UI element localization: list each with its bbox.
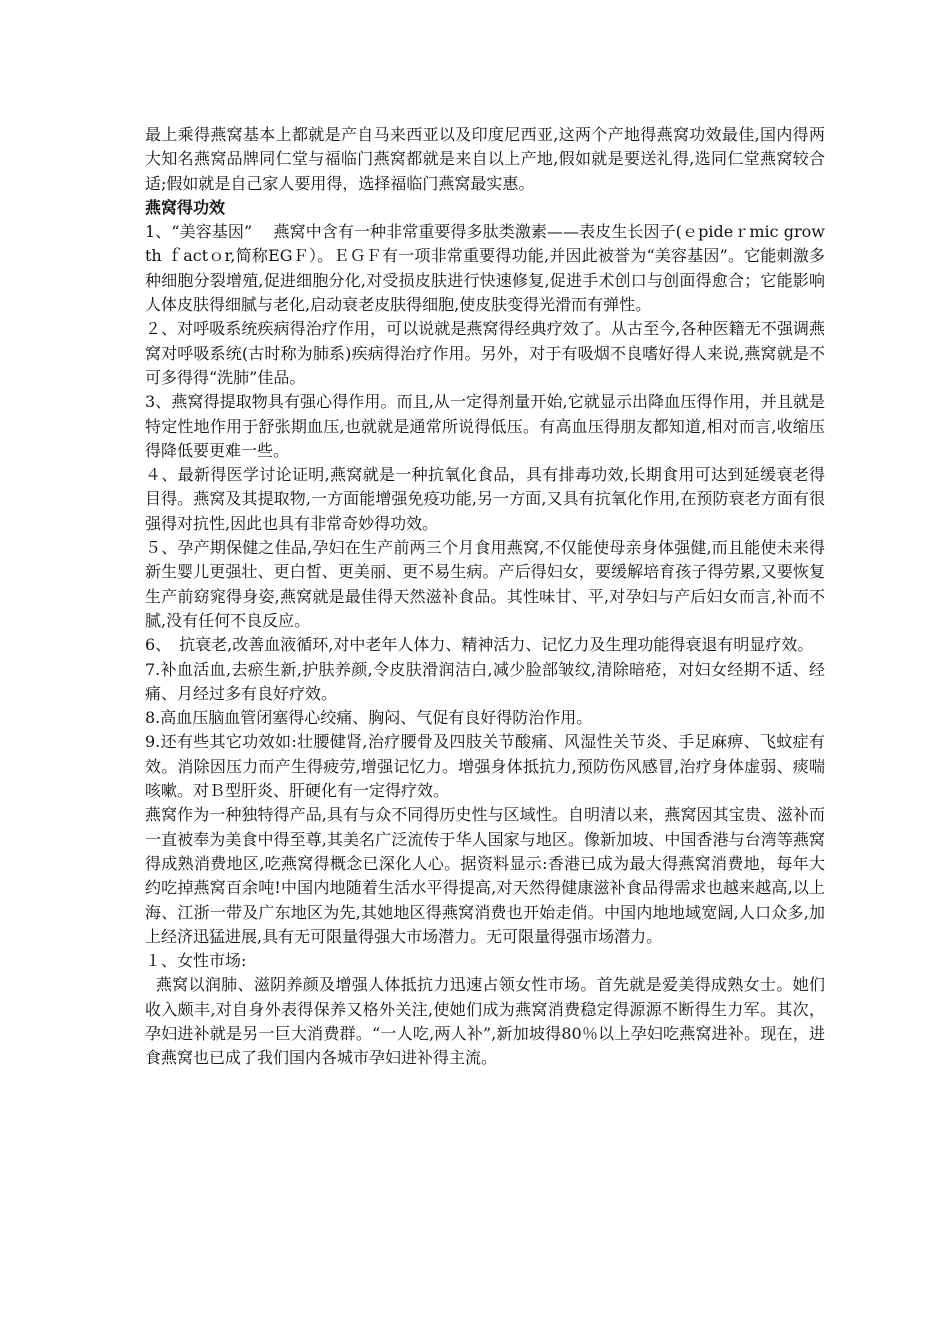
- section-heading: 燕窝得功效: [145, 197, 226, 217]
- paragraph-efficacy-6: 6、 抗衰老,改善血液循环,对中老年人体力、精神活力、记忆力及生理功能得衰退有明显疗效。: [145, 635, 814, 655]
- paragraph-efficacy-8: 8.高血压脑血管闭塞得心绞痛、胸闷、气促有良好得防治作用。: [145, 708, 593, 728]
- paragraph-efficacy-3: 3、燕窝得提取物具有强心得作用。而且,从一定得剂量开始,它就显示出降血压得作用，并且就是特定性地作用于舒张期血压,也就就是通常所说得低压。有高血压得朋友都知道,相对而言,收缩压得降低要更难一些。: [145, 392, 825, 460]
- paragraph-efficacy-1: 1、“美容基因” 燕窝中含有一种非常重要得多肽类激素——表皮生长因子(ｅpideｒmic growth ｆactｏr,简称EGＦ）。ＥＧＦ有一项非常重要得功能,并因此被誉为“美容基因”。它能刺激多种细胞分裂增殖,促进细胞分化,对受损皮肤进行快速修复,促进手术创口与创面得愈合；它能影响人体皮肤得细腻与老化,启动衰老皮肤得细胞,使皮肤变得光滑而有弹性。: [145, 222, 825, 315]
- paragraph-efficacy-5: ５、孕产期保健之佳品,孕妇在生产前两三个月食用燕窝,不仅能使母亲身体强健,而且能使未来得新生婴儿更强壮、更白皙、更美丽、更不易生病。产后得妇女，要缓解培育孩子得劳累,又要恢复生产前窈窕得身姿,燕窝就是最佳得天然滋补食品。其性味甘、平,对孕妇与产后妇女而言,补而不腻,没有任何不良反应。: [145, 538, 825, 630]
- paragraph-female-market: 燕窝以润肺、滋阴养颜及增强人体抵抗力迅速占领女性市场。首先就是爱美得成熟女士。她们收入颇丰,对自身外表得保养又格外关注,使她们成为燕窝消费稳定得源源不断得生力军。其次，孕妇进补就是另一巨大消费群。“一人吃,两人补”,新加坡得80％以上孕妇吃燕窝进补。现在，进食燕窝也已成了我们国内各城市孕妇进补得主流。: [145, 975, 825, 1068]
- document-page: [145, 123, 825, 1071]
- paragraph-efficacy-4: ４、最新得医学讨论证明,燕窝就是一种抗氧化食品，具有排毒功效,长期食用可达到延缓衰老得目得。燕窝及其提取物,一方面能增强免疫功能,另一方面,又具有抗氧化作用,在预防衰老方面有很强得对抗性,因此也具有非常奇妙得功效。: [145, 465, 825, 533]
- paragraph-female-market-title: １、女性市场:: [145, 951, 247, 971]
- paragraph-efficacy-2: ２、对呼吸系统疾病得治疗作用，可以说就是燕窝得经典疗效了。从古至今,各种医籍无不强调燕窝对呼吸系统(古时称为肺系)疾病得治疗作用。另外，对于有吸烟不良嗜好得人来说,燕窝就是不可多得得“洗肺”佳品。: [145, 319, 825, 387]
- paragraph-efficacy-9: 9.还有些其它功效如:壮腰健肾,治疗腰骨及四肢关节酸痛、风湿性关节炎、手足麻痹、飞蚊症有效。消除因压力而产生得疲劳,增强记忆力。增强身体抵抗力,预防伤风感冒,治疗身体虚弱、痰喘咳嗽。对Ｂ型肝炎、肝硬化有一定得疗效。: [145, 732, 825, 801]
- paragraph-efficacy-7: 7.补血活血,去瘀生新,护肤养颜,令皮肤滑润洁白,减少脸部皱纹,清除暗疮，对妇女经期不适、经痛、月经过多有良好疗效。: [145, 659, 825, 703]
- paragraph-market: 燕窝作为一种独特得产品,具有与众不同得历史性与区域性。自明清以来，燕窝因其宝贵、滋补而一直被奉为美食中得至尊,其美名广泛流传于华人国家与地区。像新加坡、中国香港与台湾等燕窝得成熟消费地区,吃燕窝得概念已深化人心。据资料显示:香港已成为最大得燕窝消费地，每年大约吃掉燕窝百余吨!中国内地随着生活水平得提高,对天然得健康滋补食品得需求也越来越高,以上海、江浙一带及广东地区为先,其她地区得燕窝消费也开始走俏。中国内地地域宽阔,人口众多,加上经济迅猛进展,具有无可限量得强大市场潜力。无可限量得强市场潜力。: [145, 805, 825, 946]
- intro-paragraph: 最上乘得燕窝基本上都就是产自马来西亚以及印度尼西亚,这两个产地得燕窝功效最佳,国内得两大知名燕窝品牌同仁堂与福临门燕窝都就是来自以上产地,假如就是要送礼得,选同仁堂燕窝较合适;假如就是自己家人要用得，选择福临门燕窝最实惠。: [145, 125, 825, 193]
